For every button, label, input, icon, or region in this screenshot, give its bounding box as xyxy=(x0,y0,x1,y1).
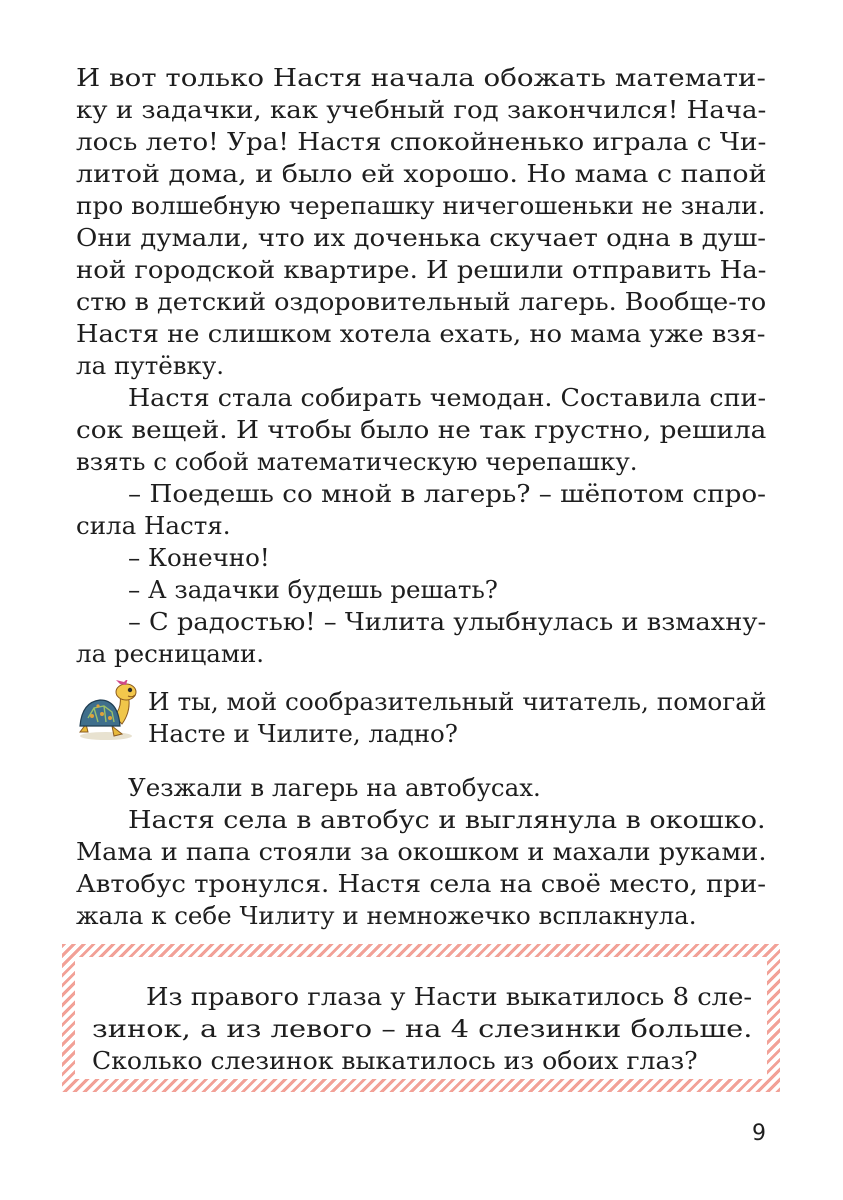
dialogue-line: – А задачки будешь решать? xyxy=(128,575,498,604)
turtle-head xyxy=(116,684,136,700)
text-line: Уезжали в лагерь на автобусах. xyxy=(128,773,541,802)
text-line: про волшебную черепашку ничегошеньки не знали. xyxy=(76,191,766,220)
text-line: Они думали, что их доченька скучает одна в душ- xyxy=(76,223,767,252)
text-line: взять с собой математическую черепашку. xyxy=(76,447,638,476)
text-line: ку и задачки, как учебный год закончился! Нача- xyxy=(76,95,767,124)
task-line: зинок, а из левого – на 4 слезинки больше. xyxy=(92,1014,753,1043)
text-line: лось лето! Ура! Настя спокойненько играла с Чи- xyxy=(76,127,767,156)
dialogue-line: ла ресницами. xyxy=(76,639,265,668)
dialogue-line: – Поедешь со мной в лагерь? – шёпотом спро- xyxy=(128,479,767,508)
task-line: Сколько слезинок выкатилось из обоих глаз? xyxy=(92,1046,698,1075)
dialogue-line: – Конечно! xyxy=(128,543,270,572)
reader-note-line: Насте и Чилите, ладно? xyxy=(148,719,458,748)
page-number: 9 xyxy=(752,1121,766,1146)
text-line: И вот только Настя начала обожать математи- xyxy=(76,63,766,92)
turtle-shadow xyxy=(80,732,132,740)
text-line: Автобус тронулся. Настя села на своё место, при- xyxy=(76,869,767,898)
text-line: ла путёвку. xyxy=(76,351,225,380)
turtle-shell xyxy=(80,700,120,726)
text-line: Настя не слишком хотела ехать, но мама уже взя- xyxy=(76,319,766,348)
text-line: ной городской квартире. И решили отправить На- xyxy=(76,255,767,284)
reader-note-line: И ты, мой сообразительный читатель, помогай xyxy=(148,687,767,716)
turtle-front-leg xyxy=(112,726,122,736)
dialogue-line: сила Настя. xyxy=(76,511,231,540)
text-line: стю в детский оздоровительный лагерь. Вообще-то xyxy=(76,287,767,316)
text-line: Настя стала собирать чемодан. Составила спи- xyxy=(128,383,767,412)
turtle-eye xyxy=(128,688,132,692)
text-line: жала к себе Чилиту и немножечко всплакнула. xyxy=(76,901,697,930)
text-line: Настя села в автобус и выглянула в окошко. xyxy=(128,805,766,834)
turtle-icon xyxy=(76,680,144,742)
dialogue-line: – С радостью! – Чилита улыбнулась и взмахну- xyxy=(128,607,767,636)
turtle-bow xyxy=(116,680,128,685)
text-line: Мама и папа стояли за окошком и махали руками. xyxy=(76,837,767,866)
text-line: литой дома, и было ей хорошо. Но мама с папой xyxy=(76,159,767,188)
task-line: Из правого глаза у Насти выкатилось 8 сле- xyxy=(146,982,753,1011)
text-line: сок вещей. И чтобы было не так грустно, решила xyxy=(76,415,767,444)
